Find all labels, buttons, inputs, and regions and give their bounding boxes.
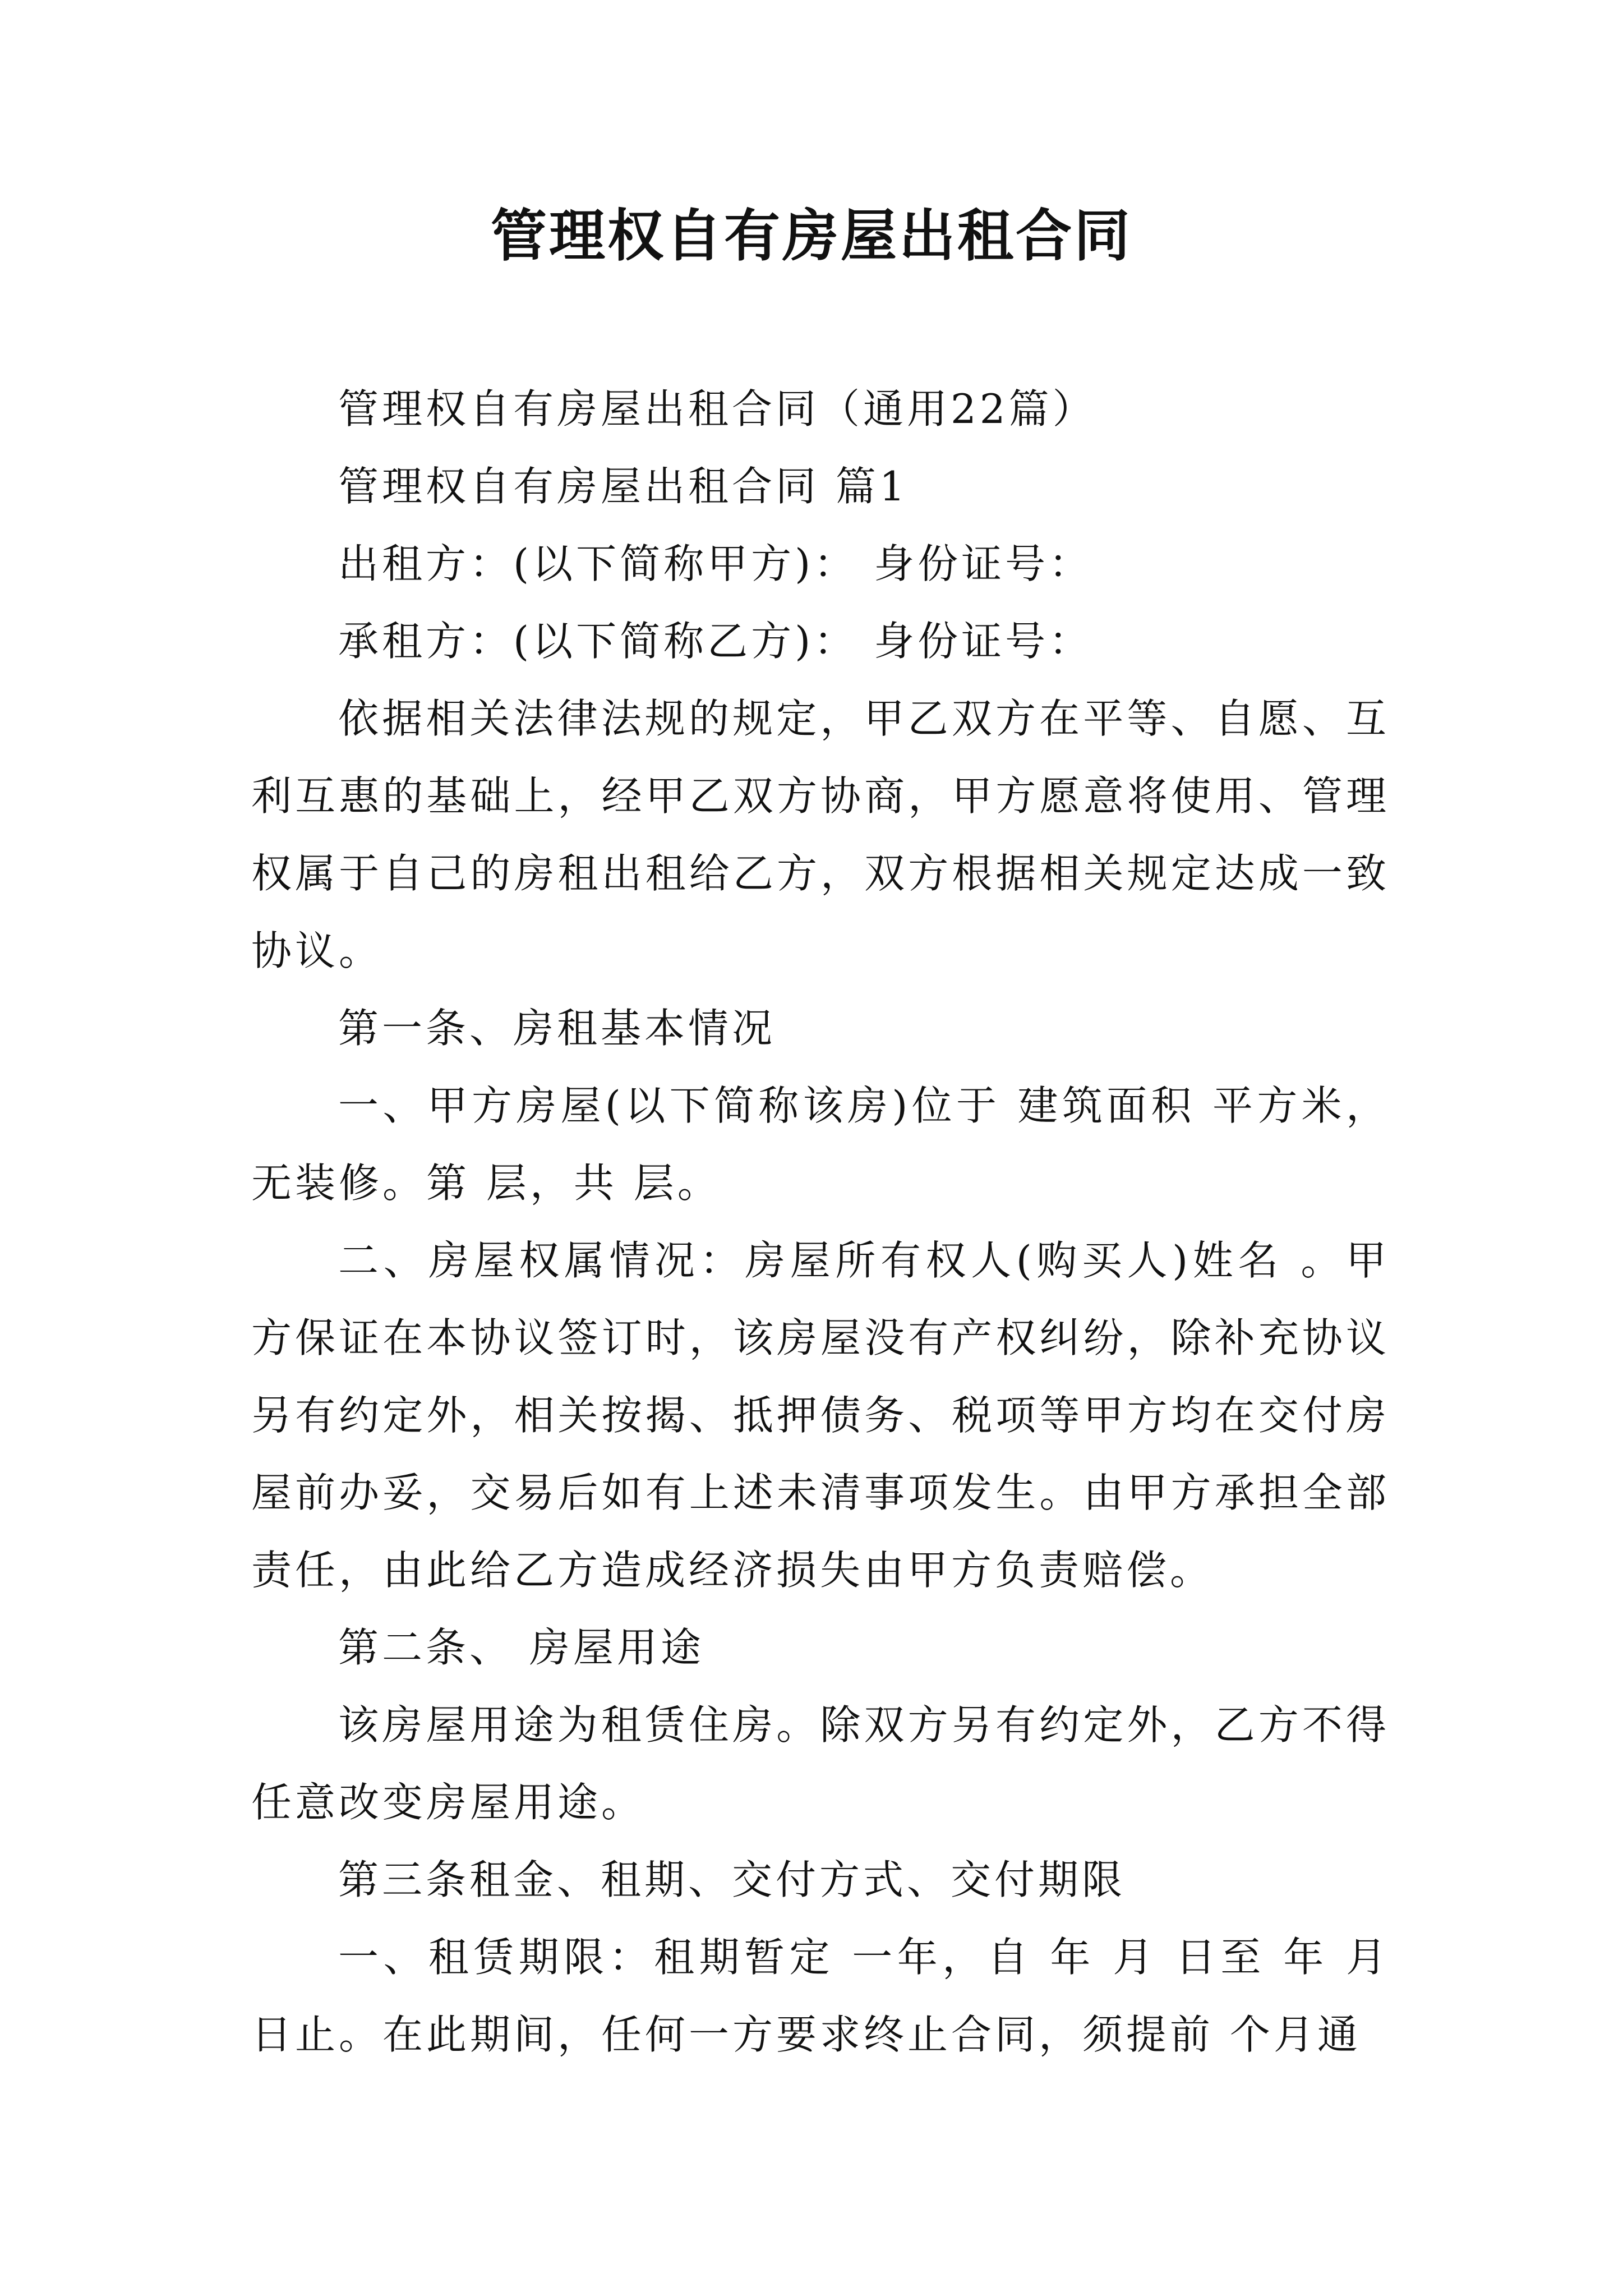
paragraph-article-3-heading: 第三条租金、租期、交付方式、交付期限 [338,1856,1126,1903]
paragraph-article-3-item-1: 一、租赁期限：租期暂定 一年，自 年 月 日至 年 月日止。在此期间，任何一方要求终止合同，须提前 个月通 [251,1934,1390,2058]
document-body [251,370,1390,2073]
paragraph-lessee: 承租方：(以下简称乙方)： 身份证号： [338,618,1093,665]
paragraph-article-2-heading: 第二条、 房屋用途 [338,1624,704,1671]
paragraph-subtitle: 管理权自有房屋出租合同（通用22篇） [338,385,1096,432]
paragraph-article-1-item-1: 一、甲方房屋(以下简称该房)位于 建筑面积 平方米，无装修。第 层，共 层。 [251,1082,1390,1207]
paragraph-article-1-heading: 第一条、房租基本情况 [338,1005,776,1052]
paragraph-article-2-body: 该房屋用途为租赁住房。除双方另有约定外，乙方不得任意改变房屋用途。 [251,1701,1390,1826]
paragraph-article-1-item-2: 二、房屋权属情况：房屋所有权人(购买人)姓名 。甲方保证在本协议签订时，该房屋没有产权纠纷，除补充协议另有约定外，相关按揭、抵押债务、税项等甲方均在交付房屋前办妥，交易后如有上述未清事项发生。由甲方承担全部责任，由此给乙方造成经济损失由甲方负责赔偿。 [251,1237,1390,1594]
paragraph-lessor: 出租方：(以下简称甲方)： 身份证号： [338,540,1093,587]
paragraph-section-heading: 管理权自有房屋出租合同 篇1 [338,463,909,510]
document-title: 管理权自有房屋出租合同 [491,203,1132,269]
paragraph-preamble: 依据相关法律法规的规定，甲乙双方在平等、自愿、互利互惠的基础上，经甲乙双方协商，甲方愿意将使用、管理权属于自己的房租出租给乙方，双方根据相关规定达成一致协议。 [251,695,1390,974]
